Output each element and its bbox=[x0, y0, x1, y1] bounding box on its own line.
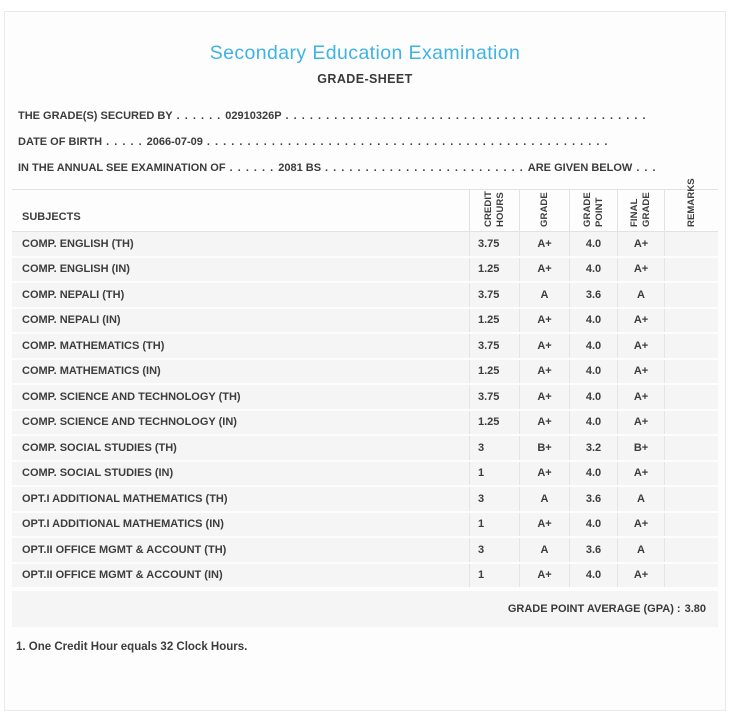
student-id-value: 02910326P bbox=[225, 110, 282, 122]
table-row bbox=[12, 411, 718, 437]
subject-name: COMP. SCIENCE AND TECHNOLOGY (IN) bbox=[22, 416, 237, 429]
table-row bbox=[12, 538, 718, 564]
grade-value: A+ bbox=[519, 360, 569, 384]
final-grade-value: A+ bbox=[617, 462, 664, 486]
grade-point-value: 4.0 bbox=[569, 334, 617, 358]
grade-value: A+ bbox=[519, 232, 569, 256]
remarks-value bbox=[664, 360, 718, 384]
final-grade-value: A+ bbox=[617, 385, 664, 409]
dotted-leader: . . . . . . bbox=[176, 110, 222, 122]
grade-point-value: 4.0 bbox=[569, 513, 617, 537]
remarks-value bbox=[664, 513, 718, 537]
column-header-label: REMARKS bbox=[685, 178, 697, 227]
remarks-value bbox=[664, 334, 718, 358]
final-grade-value: A+ bbox=[617, 513, 664, 537]
column-header-label: FINAL GRADE bbox=[629, 192, 652, 227]
credit-hours-value: 3 bbox=[469, 538, 519, 562]
column-header-grade bbox=[519, 190, 569, 231]
column-header-label: GRADE POINT bbox=[581, 192, 605, 227]
grade-sheet-panel bbox=[4, 11, 726, 711]
subject-name: OPT.I ADDITIONAL MATHEMATICS (TH) bbox=[22, 492, 228, 505]
final-grade-value: A bbox=[617, 283, 664, 307]
subject-name: COMP. NEPALI (IN) bbox=[22, 314, 121, 327]
column-header-label: CREDIT HOURS bbox=[482, 191, 506, 227]
credit-hours-value: 1 bbox=[469, 462, 519, 486]
grade-value: A+ bbox=[519, 334, 569, 358]
subject-name: COMP. SCIENCE AND TECHNOLOGY (TH) bbox=[22, 390, 241, 403]
info-line-date-of-birth bbox=[18, 129, 718, 155]
grade-value: A+ bbox=[519, 411, 569, 435]
remarks-value bbox=[664, 283, 718, 307]
final-grade-value: A+ bbox=[617, 309, 664, 333]
credit-hours-value: 1.25 bbox=[469, 360, 519, 384]
grade-point-value: 4.0 bbox=[569, 360, 617, 384]
subject-name: COMP. SOCIAL STUDIES (IN) bbox=[22, 467, 174, 480]
info-line-grades-secured-by bbox=[18, 103, 718, 129]
table-body bbox=[12, 232, 718, 589]
final-grade-value: A+ bbox=[617, 258, 664, 282]
grade-point-value: 4.0 bbox=[569, 232, 617, 256]
subject-name: OPT.II OFFICE MGMT & ACCOUNT (IN) bbox=[22, 569, 223, 582]
table-row bbox=[12, 385, 718, 411]
credit-hours-value: 3.75 bbox=[469, 334, 519, 358]
credit-hours-value: 3.75 bbox=[469, 232, 519, 256]
subject-name: OPT.II OFFICE MGMT & ACCOUNT (TH) bbox=[22, 543, 227, 556]
grade-value: A+ bbox=[519, 513, 569, 537]
final-grade-value: A bbox=[617, 487, 664, 511]
exam-year-value: 2081 BS bbox=[278, 162, 322, 174]
credit-hours-value: 1 bbox=[469, 513, 519, 537]
table-row bbox=[12, 232, 718, 258]
grade-point-value: 4.0 bbox=[569, 462, 617, 486]
subject-name: COMP. ENGLISH (TH) bbox=[22, 237, 134, 250]
grade-value: B+ bbox=[519, 436, 569, 460]
final-grade-value: A bbox=[617, 538, 664, 562]
credit-hours-value: 1.25 bbox=[469, 411, 519, 435]
grade-value: A+ bbox=[519, 564, 569, 588]
student-info bbox=[12, 103, 718, 181]
gpa-label: GRADE POINT AVERAGE (GPA) : bbox=[507, 603, 681, 615]
subject-name: COMP. ENGLISH (IN) bbox=[22, 263, 130, 276]
table-row bbox=[12, 258, 718, 284]
table-row bbox=[12, 462, 718, 488]
grade-value: A bbox=[519, 487, 569, 511]
remarks-value bbox=[664, 538, 718, 562]
remarks-value bbox=[664, 309, 718, 333]
document-subtitle: GRADE-SHEET bbox=[317, 72, 413, 86]
grade-point-value: 3.2 bbox=[569, 436, 617, 460]
grade-point-value: 4.0 bbox=[569, 564, 617, 588]
remarks-value bbox=[664, 411, 718, 435]
column-header-final-grade bbox=[617, 190, 664, 231]
info-line-exam-year bbox=[18, 155, 718, 181]
column-header-credit-hours bbox=[469, 190, 519, 231]
column-header-remarks bbox=[664, 178, 718, 231]
grade-value: A+ bbox=[519, 258, 569, 282]
info-label-suffix: ARE GIVEN BELOW bbox=[527, 162, 633, 174]
remarks-value bbox=[664, 487, 718, 511]
subject-name: COMP. NEPALI (TH) bbox=[22, 288, 125, 301]
column-header-grade-point bbox=[569, 190, 617, 231]
grade-value: A+ bbox=[519, 385, 569, 409]
grade-point-value: 3.6 bbox=[569, 487, 617, 511]
final-grade-value: A+ bbox=[617, 360, 664, 384]
dotted-leader: . . . . . . bbox=[229, 162, 275, 174]
table-row bbox=[12, 334, 718, 360]
remarks-value bbox=[664, 564, 718, 588]
grade-point-value: 4.0 bbox=[569, 385, 617, 409]
column-header-subjects: SUBJECTS bbox=[22, 211, 81, 223]
table-row bbox=[12, 436, 718, 462]
remarks-value bbox=[664, 385, 718, 409]
gpa-summary-row bbox=[12, 591, 718, 627]
page-title: Secondary Education Examination bbox=[209, 42, 521, 64]
table-row bbox=[12, 564, 718, 590]
subject-name: COMP. MATHEMATICS (IN) bbox=[22, 365, 161, 378]
grade-point-value: 3.6 bbox=[569, 283, 617, 307]
final-grade-value: A+ bbox=[617, 564, 664, 588]
dotted-leader: . . . . . . . . . . . . . . . . . . . . . . . . . . . . . . . . . . . . . . . . . . . . . . . . . . bbox=[206, 136, 609, 148]
credit-hours-value: 3 bbox=[469, 436, 519, 460]
table-row bbox=[12, 513, 718, 539]
final-grade-value: A+ bbox=[617, 232, 664, 256]
grade-point-value: 4.0 bbox=[569, 411, 617, 435]
subject-name: OPT.I ADDITIONAL MATHEMATICS (IN) bbox=[22, 518, 224, 531]
grade-value: A+ bbox=[519, 462, 569, 486]
credit-hours-value: 1 bbox=[469, 564, 519, 588]
column-header-label: GRADE bbox=[538, 192, 550, 227]
table-row bbox=[12, 309, 718, 335]
table-row bbox=[12, 360, 718, 386]
remarks-value bbox=[664, 462, 718, 486]
dotted-leader: . . . . . . . . . . . . . . . . . . . . . . . . . . . . . . . . . . . . . . . . . . . . . bbox=[285, 110, 647, 122]
credit-hours-value: 3 bbox=[469, 487, 519, 511]
info-label: THE GRADE(S) SECURED BY bbox=[18, 110, 173, 122]
grade-value: A bbox=[519, 283, 569, 307]
grades-table bbox=[12, 178, 718, 627]
credit-hours-value: 1.25 bbox=[469, 309, 519, 333]
remarks-value bbox=[664, 436, 718, 460]
remarks-value bbox=[664, 232, 718, 256]
grade-point-value: 4.0 bbox=[569, 258, 617, 282]
info-label: DATE OF BIRTH bbox=[18, 136, 103, 148]
credit-hours-value: 1.25 bbox=[469, 258, 519, 282]
subject-name: COMP. MATHEMATICS (TH) bbox=[22, 339, 165, 352]
table-header-row bbox=[12, 178, 718, 232]
table-row bbox=[12, 487, 718, 513]
final-grade-value: A+ bbox=[617, 411, 664, 435]
dotted-leader: . . . bbox=[636, 162, 657, 174]
gpa-value: 3.80 bbox=[684, 603, 706, 615]
remarks-value bbox=[664, 258, 718, 282]
final-grade-value: A+ bbox=[617, 334, 664, 358]
credit-hour-footnote: 1. One Credit Hour equals 32 Clock Hours. bbox=[16, 641, 248, 653]
dotted-leader: . . . . . . . . . . . . . . . . . . . . . . . . . bbox=[325, 162, 524, 174]
final-grade-value: B+ bbox=[617, 436, 664, 460]
dotted-leader: . . . . . bbox=[106, 136, 143, 148]
grade-point-value: 4.0 bbox=[569, 309, 617, 333]
subject-name: COMP. SOCIAL STUDIES (TH) bbox=[22, 441, 177, 454]
credit-hours-value: 3.75 bbox=[469, 283, 519, 307]
date-of-birth-value: 2066-07-09 bbox=[146, 136, 203, 148]
table-row bbox=[12, 283, 718, 309]
info-label: IN THE ANNUAL SEE EXAMINATION OF bbox=[18, 162, 226, 174]
grade-value: A bbox=[519, 538, 569, 562]
grade-value: A+ bbox=[519, 309, 569, 333]
credit-hours-value: 3.75 bbox=[469, 385, 519, 409]
grade-point-value: 3.6 bbox=[569, 538, 617, 562]
